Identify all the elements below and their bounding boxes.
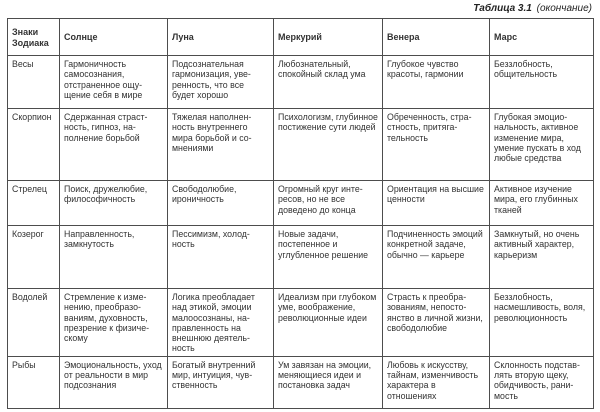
cell-venus: Обреченность, страстность, притягательность: [383, 109, 490, 181]
cell-mercury: Ум завязан на эмоции, меняющиеся идеи и постановка задач: [274, 356, 383, 408]
cell-moon: Тяжелая наполненность внутреннего мира борьбой и сомнениями: [168, 109, 274, 181]
cell-mercury: Идеализм при глубоком уме, воображение, революционные идеи: [274, 289, 383, 357]
column-header-mars: Марс: [490, 19, 594, 56]
cell-mars: Глубокая эмоциональность, активное изменение мира, умение пускать в ход любые средства: [490, 109, 594, 181]
cell-mercury: Огромный круг интересов, но не все доведено до конца: [274, 181, 383, 226]
zodiac-sign-label: Весы: [8, 56, 60, 109]
cell-mars: Активное изучение мира, его глубинных тканей: [490, 181, 594, 226]
column-header-venus: Венера: [383, 19, 490, 56]
table-caption-note: (окончание): [536, 3, 592, 14]
cell-venus: Глубокое чувство красоты, гармонии: [383, 56, 490, 109]
table-caption-number: Таблица 3.1: [473, 3, 532, 14]
cell-moon: Богатый внутренний мир, интуиция, чувственность: [168, 356, 274, 408]
zodiac-sign-label: Водолей: [8, 289, 60, 357]
cell-mars: Замкнутый, но очень активный характер, карьеризм: [490, 226, 594, 289]
table-caption: [473, 3, 592, 15]
cell-sun: Направленность, замкнутость: [60, 226, 168, 289]
column-header-zodiac: Знаки Зодиака: [8, 19, 60, 56]
table-row-scorpio: [8, 109, 594, 181]
cell-mars: Беззлобность, насмешливость, воля, революционность: [490, 289, 594, 357]
column-header-sun: Солнце: [60, 19, 168, 56]
cell-mars: Склонность подставлять вторую щеку, обидчивость, ранимость: [490, 356, 594, 408]
cell-sun: Гармоничность самосознания, отстраненное ощущение себя в мире: [60, 56, 168, 109]
cell-venus: Страсть к преобразованиям, непостоянство в личной жизни, свободолюбие: [383, 289, 490, 357]
zodiac-sign-label: Рыбы: [8, 356, 60, 408]
cell-mercury: Новые задачи, постепенное и углубленное решение: [274, 226, 383, 289]
cell-sun: Поиск, дружелюбие, философичность: [60, 181, 168, 226]
cell-mercury: Любознательный, спокойный склад ума: [274, 56, 383, 109]
cell-venus: Любовь к искусству, тайнам, изменчивость характера в отношениях: [383, 356, 490, 408]
table-row-libra: [8, 56, 594, 109]
cell-sun: Стремление к изменению, преобразованиям, духовность, презрение к физическому: [60, 289, 168, 357]
table-row-pisces: [8, 356, 594, 408]
zodiac-sign-label: Стрелец: [8, 181, 60, 226]
cell-mars: Беззлобность, общительность: [490, 56, 594, 109]
header-row: [8, 19, 594, 56]
cell-moon: Пессимизм, холодность: [168, 226, 274, 289]
zodiac-sign-label: Скорпион: [8, 109, 60, 181]
cell-sun: Сдержанная страстность, гипноз, наполнение борьбой: [60, 109, 168, 181]
zodiac-planets-table: [7, 18, 594, 409]
cell-sun: Эмоциональность, уход от реальности в мир подсознания: [60, 356, 168, 408]
cell-moon: Подсознательная гармонизация, уверенность, что все будет хорошо: [168, 56, 274, 109]
column-header-mercury: Меркурий: [274, 19, 383, 56]
table-row-aquarius: [8, 289, 594, 357]
table-row-sagittarius: [8, 181, 594, 226]
cell-venus: Подчиненность эмоций конкретной задаче, обычно — карьере: [383, 226, 490, 289]
cell-mercury: Психологизм, глубинное постижение сути людей: [274, 109, 383, 181]
column-header-moon: Луна: [168, 19, 274, 56]
cell-moon: Логика преобладает над этикой, эмоции малоосознаны, направленность на внешнюю деятельность: [168, 289, 274, 357]
cell-moon: Свободолюбие, ироничность: [168, 181, 274, 226]
cell-venus: Ориентация на высшие ценности: [383, 181, 490, 226]
zodiac-sign-label: Козерог: [8, 226, 60, 289]
table-row-capricorn: [8, 226, 594, 289]
